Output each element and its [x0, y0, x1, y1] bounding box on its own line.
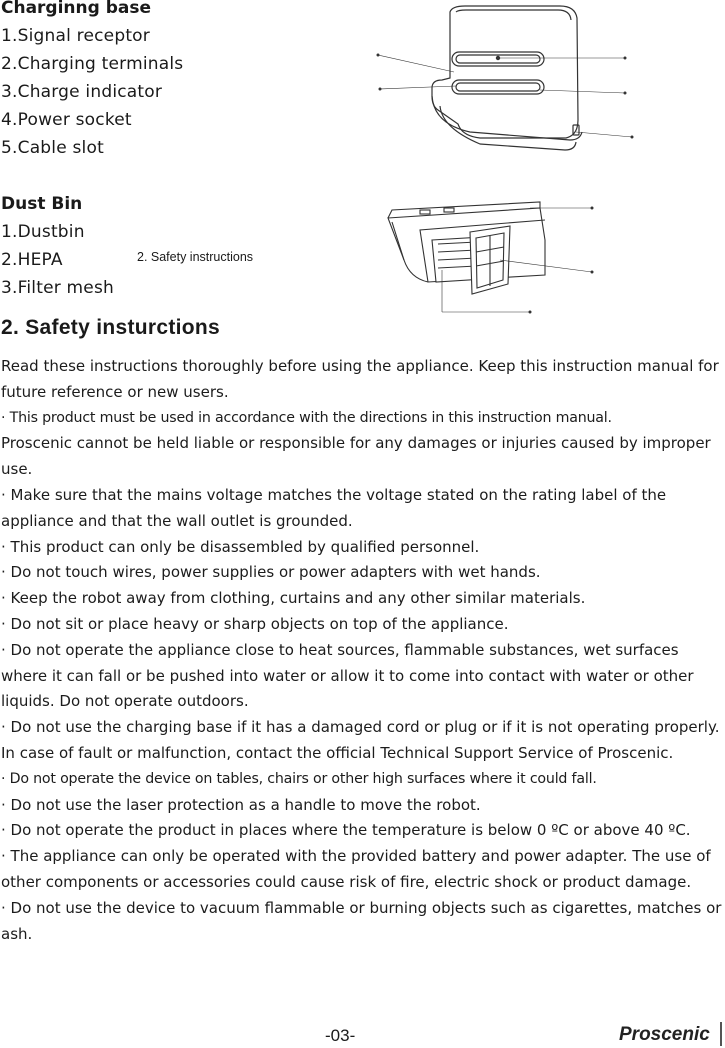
- dust-bin-item-1: 1.Dustbin: [1, 222, 85, 242]
- charging-base-item-2: 2.Charging terminals: [1, 54, 184, 74]
- page-number: -03-: [325, 1026, 356, 1045]
- section-heading: 2. Safety insturctions: [1, 316, 220, 339]
- charging-base-illustration: [370, 0, 650, 160]
- footer-divider: [720, 1022, 722, 1046]
- dust-bin-item-2: 2.HEPA: [1, 250, 63, 270]
- instruction-item: · Make sure that the mains voltage matches the voltage stated on the rating label of the appliance and that the wall outlet is grounded.: [1, 485, 667, 530]
- instruction-item: · Do not use the charging base if it has a damaged cord or plug or if it is not operating properly. In case of fault or malfunction, contact the official Technical Support Service of Proscenic.: [1, 718, 720, 762]
- instruction-item: · This product must be used in accordance with the directions in this instruction manual.: [1, 409, 612, 426]
- charging-base-outline: [432, 6, 582, 150]
- instruction-item: · Do not use the laser protection as a handle to move the robot.: [1, 795, 481, 814]
- charging-base-item-3: 3.Charge indicator: [1, 82, 163, 102]
- charging-base-item-1: 1.Signal receptor: [1, 26, 150, 46]
- instruction-item: · Do not operate the product in places where the temperature is below 0 ºC or above 40 ºC.: [1, 821, 691, 840]
- instruction-item: · This product can only be disassembled by qualified personnel.: [1, 537, 480, 556]
- dust-bin-item-3: 3.Filter mesh: [1, 278, 114, 298]
- liability-paragraph: Proscenic cannot be held liable or responsible for any damages or injuries caused by improper use.: [1, 434, 711, 479]
- instruction-item: · Keep the robot away from clothing, curtains and any other similar materials.: [1, 589, 586, 608]
- intro-paragraph: Read these instructions thoroughly before using the appliance. Keep this instruction manual for future reference or new users.: [1, 357, 719, 401]
- instruction-item: · Do not sit or place heavy or sharp objects on top of the appliance.: [1, 614, 509, 633]
- safety-instructions-body: [1, 354, 723, 947]
- charging-base-heading: Charginng base: [1, 0, 152, 18]
- dust-bin-outline: [388, 202, 545, 294]
- dust-bin-heading: Dust Bin: [1, 194, 83, 214]
- charging-base-item-5: 5.Cable slot: [1, 138, 104, 158]
- proscenic-logo: Proscenic: [619, 1024, 710, 1045]
- instruction-item: · Do not operate the appliance close to heat sources, flammable substances, wet surfaces where it can fall or be pushed into water or allow it to come into contact with water or other liquids. Do not operate outdoors.: [1, 640, 694, 711]
- stray-safety-label: 2. Safety instructions: [137, 250, 254, 264]
- instruction-item: · The appliance can only be operated with the provided battery and power adapter. The use of other components or accessories could cause risk of fire, electric shock or product damage.: [1, 847, 711, 891]
- charging-base-item-4: 4.Power socket: [1, 110, 132, 130]
- instruction-item: · Do not use the device to vacuum flammable or burning objects such as cigarettes, matches or ash.: [1, 898, 722, 943]
- dust-bin-illustration: [380, 200, 630, 320]
- instruction-item: · Do not touch wires, power supplies or power adapters with wet hands.: [1, 563, 541, 582]
- instruction-item: · Do not operate the device on tables, chairs or other high surfaces where it could fall.: [1, 770, 597, 787]
